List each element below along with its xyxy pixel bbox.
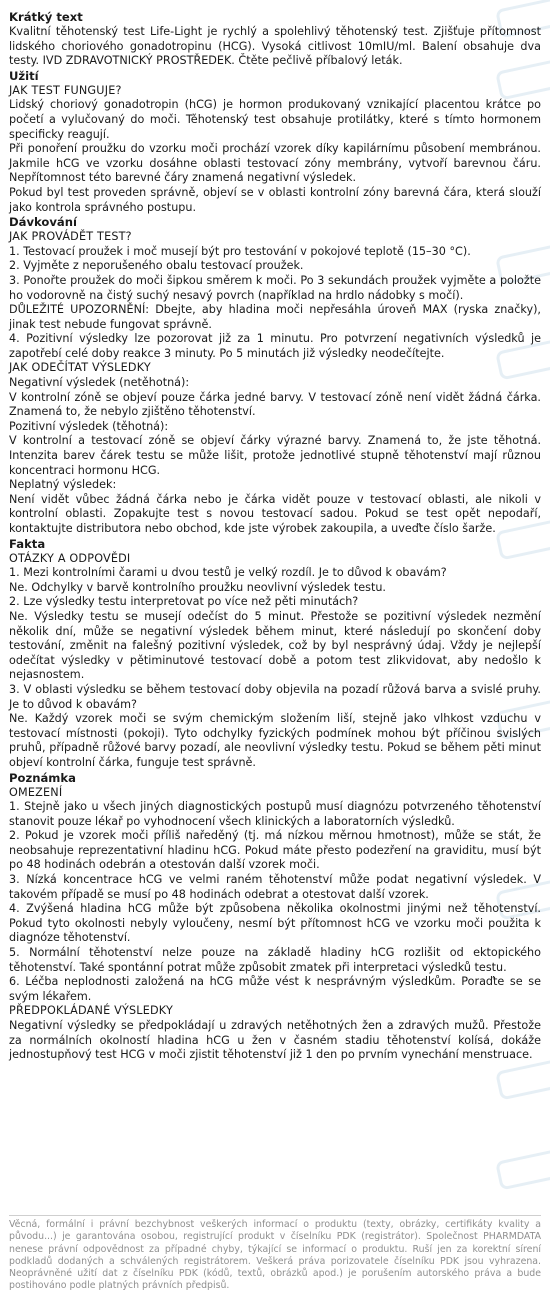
paragraph: Neplatný výsledek: — [9, 478, 117, 492]
section-0 — [9, 10, 541, 69]
paragraph: DŮLEŽITÉ UPOZORNĚNÍ: Dbejte, aby hladina moči nepřesáhla úroveň MAX (ryska značky), jinak test nebude fungovat správně. — [9, 303, 541, 331]
paragraph: 3. Nízká koncentrace hCG ve velmi raném těhotenství může podat negativní výsledek. V takovém případě se musí po 48 hodinách odebrat a otestovat další vzorek. — [9, 873, 541, 901]
section-heading: Užití — [9, 68, 39, 83]
section-heading: Poznámka — [9, 770, 76, 785]
paragraph: 6. Léčba neplodnosti založená na hCG může vést k nesprávným výsledkům. Poraďte se se svým lékařem. — [9, 975, 541, 1003]
subsection-heading: OTÁZKY A ODPOVĚDI — [9, 551, 131, 565]
section-3 — [9, 537, 541, 771]
paragraph: Pozitivní výsledek (těhotná): — [9, 419, 169, 433]
section-4 — [9, 771, 541, 1063]
paragraph: Není vidět vůbec žádná čárka nebo je čárka vidět pouze v testovací oblasti, ale nikoli v kontrolní oblasti. Zopakujte test s novou testovací sadou. Pokud se test opět nepodaří, kontaktujte distributora nebo obchod, kde jste výrobek zakoupila, a uveďte číslo šarže. — [9, 492, 541, 535]
paragraph: 5. Normální těhotenství nelze pouze na základě hladiny hCG rozlišit od ektopického těhotenství. Také spontánní potrat může způsobit zmatek při interpretaci výsledků testu. — [9, 946, 541, 974]
paragraph: Kvalitní těhotenský test Life-Light je rychlý a spolehlivý těhotenský test. Zjišťuje přítomnost lidského choriového gonadotropinu (HCG). Vysoká citlivost 10mIU/ml. Balení obsahuje dva testy. IVD ZDRAVOTNICKÝ PROSTŘEDEK. Čtěte pečlivě příbalový leták. — [9, 25, 541, 68]
subsection-heading: PŘEDPOKLÁDANÉ VÝSLEDKY — [9, 1004, 173, 1018]
section-1 — [9, 69, 541, 215]
paragraph: Negativní výsledek (netěhotná): — [9, 376, 190, 390]
paragraph: Při ponoření proužku do vzorku moči prochází vzorek díky kapilárnímu působení membránou. Jakmile hCG ve vzorku dosáhne oblasti testovací zóny membrány, vytvoří barevnou čáru. Nepřítomnost této barevné čáry znamená negativní výsledek. — [9, 142, 541, 185]
paragraph: 1. Stejně jako u všech jiných diagnostických postupů musí diagnózu potvrzeného těhotenství stanovit pouze lékař po vyhodnocení všech klinických a laboratorních výsledků. — [9, 800, 541, 828]
paragraph: 3. V oblasti výsledku se během testovací doby objevila na pozadí růžová barva a svislé pruhy. Je to důvod k obavám? — [9, 682, 541, 711]
paragraph: 1. Testovací proužek i moč musejí být pro testování v pokojové teplotě (15–30 °C). — [9, 244, 471, 258]
paragraph: Ne. Odchylky v barvě kontrolního proužku neovlivní výsledek testu. — [9, 580, 386, 594]
paragraph: Ne. Výsledky testu se musejí odečíst do 5 minut. Přestože se pozitivní výsledek nezmění několik dní, může se negativní výsledek během minut, které následují po skončení doby testování, změnit na falešný pozitivní výsledek, což by byl nesprávný údaj. Vždy je nejlepší odečítat výsledky v pětiminutové testovací době a potom test zlikvidovat, aby nedošlo k nejasnostem. — [9, 609, 541, 682]
paragraph: 3. Ponořte proužek do moči šipkou směrem k moči. Po 3 sekundách proužek vyjměte a položte ho vodorovně na čistý suchý nesavý povrch (například na hrdlo nádobky s močí). — [9, 273, 541, 302]
subsection-heading: JAK ODEČÍTAT VÝSLEDKY — [9, 361, 151, 375]
paragraph: V kontrolní a testovací zóně se objeví čárky výrazné barvy. Znamená to, že jste těhotná. Intenzita barev čárek testu se může lišit, protože jednotlivé stupně těhotenství mají různou koncentraci hormonu HCG. — [9, 434, 541, 477]
paragraph: Lidský choriový gonadotropin (hCG) je hormon produkovaný vznikající placentou krátce po početí a vylučovaný do moči. Těhotenský test obsahuje protilátky, které s tímto hormonem specificky reagují. — [9, 98, 541, 141]
paragraph: 1. Mezi kontrolními čarami u dvou testů je velký rozdíl. Je to důvod k obavám? — [9, 566, 447, 580]
section-heading: Krátký text — [9, 10, 83, 24]
paragraph: 2. Lze výsledky testu interpretovat po více než pěti minutách? — [9, 595, 359, 609]
section-2 — [9, 215, 541, 536]
subsection-heading: JAK TEST FUNGUJE? — [9, 83, 122, 97]
section-heading: Dávkování — [9, 215, 77, 230]
paragraph: Ne. Každý vzorek moči se svým chemickým složením liší, stejně jako vlhkost vzduchu v testovací místnosti (pokoji). Tyto odchylky fyzických podmínek mohou být příčinou svislých pruhů, případně růžové barvy pozadí, ale neovlivní výsledky testu. Pokud se během pěti minut objeví kontrolní čárka, funguje test správně. — [9, 712, 541, 769]
legal-disclaimer: Věcná, formální i právní bezchybnost veškerých informací o produktu (texty, obrázky, certifikáty kvality a původu...) je garantována osobou, registrující produkt v číselníku PDK (registrátor). Společnost PHARMDATA nenese právní odpovědnost za případné chyby, týkající se informací o produktu. Ruší jen za korektní sírení podkladů dodaných a schválených registrátorem. Veškerá práva porizovatele číselníku PDK jsou vyhrazena. Neoprávněné užití dat z číselníku PDK (kódů, textů, obrázků apod.) je porušením autorského práva a bude postihováno podle platných právních předpisů. — [9, 1215, 541, 1293]
paragraph: 2. Vyjměte z neporušeného obalu testovací proužek. — [9, 259, 304, 273]
subsection-heading: OMEZENÍ — [9, 785, 63, 799]
section-heading: Fakta — [9, 536, 46, 551]
paragraph: 4. Pozitivní výsledky lze pozorovat již za 1 minutu. Pro potvrzení negativních výsledků je zapotřebí celé doby reakce 3 minuty. Po 5 minutách již výsledky neodečítejte. — [9, 332, 541, 360]
paragraph: 2. Pokud je vzorek moči příliš naředěný (tj. má nízkou měrnou hmotnost), může se stát, že neobsahuje reprezentativní hladinu hCG. Pokud máte přesto podezření na graviditu, musí být po 48 hodinách odebrán a otestován další vzorek moči. — [9, 829, 541, 872]
paragraph: Negativní výsledky se předpokládají u zdravých netěhotných žen a zdravých mužů. Přestože za normálních okolností hladina hCG u žen v časném stadiu těhotenství kolísá, dokáže jednostupňový test HCG v moči zjistit těhotenství již 1 den po prvním vynechání menstruace. — [9, 1019, 541, 1062]
subsection-heading: JAK PROVÁDĚT TEST? — [9, 230, 132, 244]
paragraph: 4. Zvýšená hladina hCG může být způsobena několika okolnostmi jinými než těhotenství. Pokud tyto okolnosti nebyly vyloučeny, nesmí být přítomnost hCG ve vzorku moči použita k diagnóze těhotenství. — [9, 902, 541, 945]
product-description — [9, 10, 541, 1063]
paragraph: V kontrolní zóně se objeví pouze čárka jedné barvy. V testovací zóně není vidět žádná čárka. Znamená to, že nebylo zjištěno těhotenství. — [9, 390, 541, 419]
paragraph: Pokud byl test proveden správně, objeví se v oblasti kontrolní zóny barevná čára, která slouží jako kontrola správného postupu. — [9, 185, 541, 214]
watermark-mark — [494, 1143, 550, 1205]
